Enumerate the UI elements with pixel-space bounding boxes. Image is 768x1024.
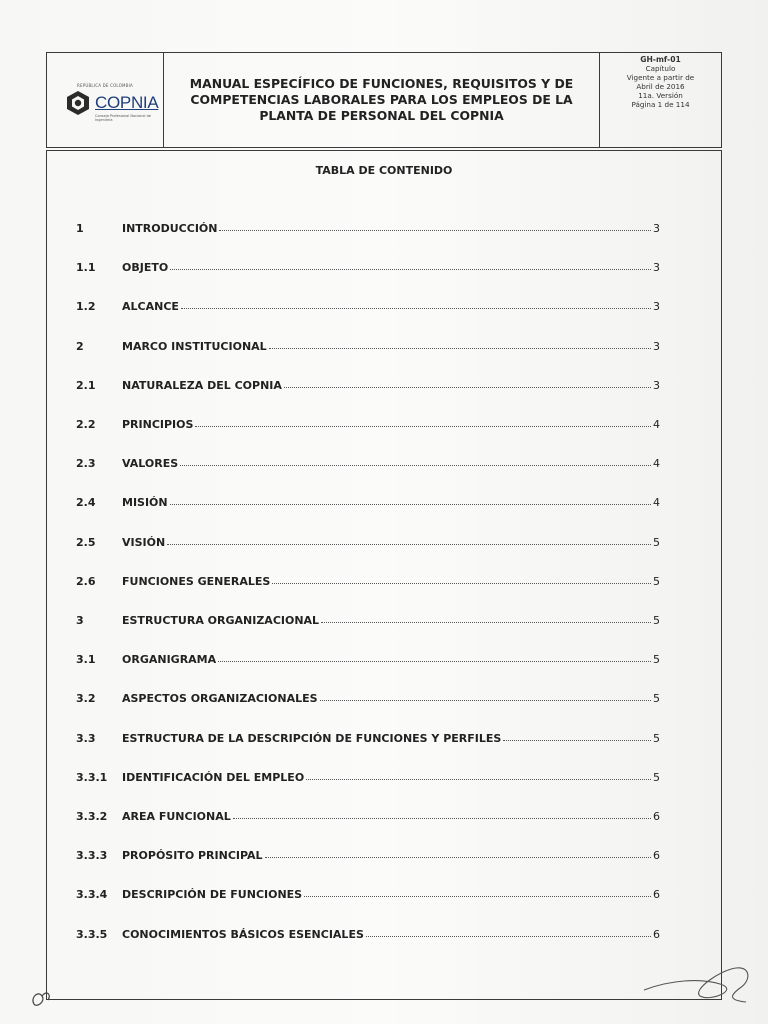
toc-entry-label: CONOCIMIENTOS BÁSICOS ESENCIALES xyxy=(122,928,364,941)
logo-brand-text: COPNIA xyxy=(95,93,159,112)
toc-entry-number: 3.3.1 xyxy=(76,771,108,784)
toc-leader-dots xyxy=(321,621,651,623)
handwritten-signature xyxy=(640,950,760,1010)
toc-entry-label: VISIÓN xyxy=(122,536,166,549)
toc-entry xyxy=(76,372,660,392)
toc-entry-label: ESTRUCTURA ORGANIZACIONAL xyxy=(122,614,320,627)
toc-leader-dots xyxy=(170,503,651,505)
toc-entry-label: MISIÓN xyxy=(122,496,168,509)
toc-entry-page: 3 xyxy=(653,340,660,353)
toc-entry-label: ORGANIGRAMA xyxy=(122,653,217,666)
document-code-cell xyxy=(600,53,721,147)
toc-entry-label: ALCANCE xyxy=(122,300,179,313)
toc-entry xyxy=(76,489,660,509)
title-cell xyxy=(164,53,600,147)
toc-entry-number: 1.1 xyxy=(76,261,96,274)
toc-entry-page: 5 xyxy=(653,536,660,549)
toc-entry-number: 1.2 xyxy=(76,300,96,313)
toc-entry-page: 5 xyxy=(653,575,660,588)
toc-entry xyxy=(76,921,660,941)
document-code: GH-mf-01 xyxy=(640,55,681,64)
toc-entry xyxy=(76,607,660,627)
toc-entry-page: 4 xyxy=(653,418,660,431)
toc-entry-label: NATURALEZA DEL COPNIA xyxy=(122,379,282,392)
toc-entry xyxy=(76,411,660,431)
toc-entry-page: 6 xyxy=(653,928,660,941)
toc-entry-number: 3.3.3 xyxy=(76,849,108,862)
toc-entry-number: 2.3 xyxy=(76,457,96,470)
toc-entry xyxy=(76,764,660,784)
toc-leader-dots xyxy=(180,464,651,466)
toc-leader-dots xyxy=(304,895,651,897)
effective-date-line1: Vigente a partir de xyxy=(626,73,695,82)
toc-entry-label: MARCO INSTITUCIONAL xyxy=(122,340,267,353)
toc-entry-label: VALORES xyxy=(122,457,179,470)
toc-entry-number: 2 xyxy=(76,340,84,353)
toc-entry-page: 6 xyxy=(653,888,660,901)
toc-entry-label: PROPÓSITO PRINCIPAL xyxy=(122,849,263,862)
version-label: 11a. Versión xyxy=(638,91,683,100)
toc-entry-number: 3.3.5 xyxy=(76,928,108,941)
toc-leader-dots xyxy=(218,660,651,662)
toc-leader-dots xyxy=(306,778,651,780)
toc-entry-label: PRINCIPIOS xyxy=(122,418,194,431)
toc-entry xyxy=(76,450,660,470)
toc-entry-label: DESCRIPCIÓN DE FUNCIONES xyxy=(122,888,303,901)
toc-entry xyxy=(76,529,660,549)
toc-leader-dots xyxy=(233,817,651,819)
page-number: Página 1 de 114 xyxy=(631,100,690,109)
toc-entry xyxy=(76,333,660,353)
toc-entry-page: 5 xyxy=(653,771,660,784)
toc-entry-number: 1 xyxy=(76,222,84,235)
toc-entry-page: 4 xyxy=(653,496,660,509)
toc-entry-number: 3 xyxy=(76,614,84,627)
toc-leader-dots xyxy=(181,307,651,309)
toc-leader-dots xyxy=(170,268,651,270)
toc-entry-number: 3.2 xyxy=(76,692,96,705)
toc-leader-dots xyxy=(503,739,651,741)
toc-entry-page: 4 xyxy=(653,457,660,470)
toc-leader-dots xyxy=(284,386,651,388)
toc-entry-page: 5 xyxy=(653,614,660,627)
toc-entry-number: 3.3 xyxy=(76,732,96,745)
toc-entry-number: 3.3.4 xyxy=(76,888,108,901)
toc-entry-number: 3.3.2 xyxy=(76,810,108,823)
logo-republic-text: REPÚBLICA DE COLOMBIA xyxy=(77,83,133,88)
toc-entry xyxy=(76,685,660,705)
toc-entry-number: 2.6 xyxy=(76,575,96,588)
toc-entry-label: OBJETO xyxy=(122,261,169,274)
toc-entry-page: 5 xyxy=(653,653,660,666)
toc-entry-label: AREA FUNCIONAL xyxy=(122,810,231,823)
toc-entry xyxy=(76,725,660,745)
toc-entry xyxy=(76,568,660,588)
toc-leader-dots xyxy=(265,856,651,858)
toc-entry-number: 2.4 xyxy=(76,496,96,509)
document-header xyxy=(46,52,722,148)
toc-leader-dots xyxy=(269,347,651,349)
toc-title: TABLA DE CONTENIDO xyxy=(315,164,453,177)
toc-entry-page: 3 xyxy=(653,222,660,235)
toc-entry-page: 3 xyxy=(653,379,660,392)
toc-entry xyxy=(76,842,660,862)
toc-entry xyxy=(76,646,660,666)
toc-entry-number: 2.5 xyxy=(76,536,96,549)
toc-entry-page: 3 xyxy=(653,300,660,313)
handwritten-mark xyxy=(28,984,56,1010)
toc-entry-label: ASPECTOS ORGANIZACIONALES xyxy=(122,692,318,705)
toc-entry xyxy=(76,881,660,901)
toc-entry xyxy=(76,215,660,235)
toc-leader-dots xyxy=(320,699,651,701)
logo-subtitle: Consejo Profesional Nacional de Ingeniería xyxy=(95,114,151,122)
toc-entry-number: 3.1 xyxy=(76,653,96,666)
toc-leader-dots xyxy=(167,543,651,545)
toc-entry-label: INTRODUCCIÓN xyxy=(122,222,218,235)
toc-entry-label: FUNCIONES GENERALES xyxy=(122,575,271,588)
toc-leader-dots xyxy=(366,935,651,937)
toc-entry-page: 6 xyxy=(653,810,660,823)
toc-entry-page: 5 xyxy=(653,732,660,745)
toc-leader-dots xyxy=(219,229,651,231)
toc-entry-page: 5 xyxy=(653,692,660,705)
toc-entry-page: 3 xyxy=(653,261,660,274)
document-title: MANUAL ESPECÍFICO DE FUNCIONES, REQUISITOS Y DE COMPETENCIAS LABORALES PARA LOS EMPLEOS DE LA PLANTA DE PERSONAL DEL COPNIA xyxy=(189,76,574,123)
toc-entry-number: 2.1 xyxy=(76,379,96,392)
toc-entry xyxy=(76,803,660,823)
toc-leader-dots xyxy=(272,582,651,584)
toc-entry xyxy=(76,254,660,274)
logo-cell xyxy=(47,53,164,147)
effective-date-line2: Abril de 2016 xyxy=(636,82,685,91)
toc-entry xyxy=(76,293,660,313)
toc-entry-number: 2.2 xyxy=(76,418,96,431)
toc-entry-page: 6 xyxy=(653,849,660,862)
toc-entry-label: ESTRUCTURA DE LA DESCRIPCIÓN DE FUNCIONES Y PERFILES xyxy=(122,732,502,745)
copnia-logo-icon xyxy=(65,90,91,116)
toc-entry-label: IDENTIFICACIÓN DEL EMPLEO xyxy=(122,771,305,784)
chapter-label: Capítulo xyxy=(645,64,676,73)
toc-leader-dots xyxy=(195,425,651,427)
